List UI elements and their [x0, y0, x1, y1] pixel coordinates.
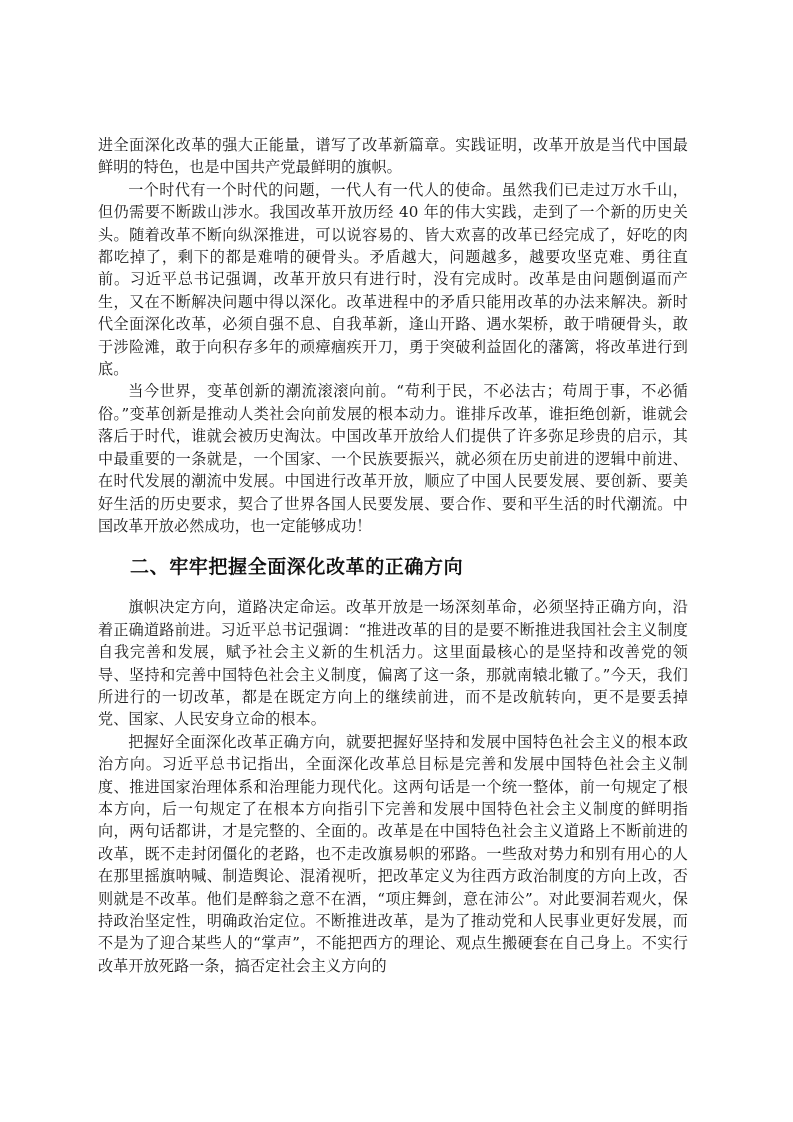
- section-before: [98, 134, 688, 537]
- document-page: [98, 134, 688, 977]
- paragraph-continuation: 进全面深化改革的强大正能量，谱写了改革新篇章。实践证明，改革开放是当代中国最鲜明的特色，也是中国共产党最鲜明的旗帜。: [98, 136, 688, 177]
- section-after: [98, 596, 688, 977]
- paragraph-world-reform: 当今世界，变革创新的潮流滚滚向前。“苟利于民，不必法古；苟周于事，不必循俗。”变革创新是推动人类社会向前发展的根本动力。谁排斥改革，谁拒绝创新，谁就会落后于时代，谁就会被历史淘汰。中国改革开放给人们提供了许多弥足珍贵的启示，其中最重要的一条就是，一个国家、一个民族要振兴，就必须在历史前进的逻辑中前进、在时代发展的潮流中发展。中国进行改革开放，顺应了中国人民要发展、要创新、要美好生活的历史要求，契合了世界各国人民要发展、要合作、要和平生活的时代潮流。中国改革开放必然成功，也一定能够成功！: [98, 382, 688, 535]
- section-heading: 二、牢牢把握全面深化改革的正确方向: [130, 556, 464, 579]
- paragraph-era-problems: 一个时代有一个时代的问题，一代人有一代人的使命。虽然我们已走过万水千山，但仍需要不断跋山涉水。我国改革开放历经 40 年的伟大实践，走到了一个新的历史关头。随着改革不断向纵深推进，可以说容易的、皆大欢喜的改革已经完成了，好吃的肉都吃掉了，剩下的都是难啃的硬骨头。矛盾越大，问题越多，越要攻坚克难、勇往直前。习近平总书记强调，改革开放只有进行时，没有完成时。改革是由问题倒逼而产生，又在不断解决问题中得以深化。改革进程中的矛盾只能用改革的办法来解决。新时代全面深化改革，必须自强不息、自我革新，逢山开路、遇水架桥，敢于啃硬骨头，敢于涉险滩，敢于向积存多年的顽瘴痼疾开刀，勇于突破利益固化的藩篱，将改革进行到底。: [98, 180, 688, 379]
- paragraph-political-direction: 把握好全面深化改革正确方向，就要把握好坚持和发展中国特色社会主义的根本政治方向。习近平总书记指出，全面深化改革总目标是完善和发展中国特色社会主义制度、推进国家治理体系和治理能力现代化。这两句话是一个统一整体，前一句规定了根本方向，后一句规定了在根本方向指引下完善和发展中国特色社会主义制度的鲜明指向，两句话都讲，才是完整的、全面的。改革是在中国特色社会主义道路上不断前进的改革，既不走封闭僵化的老路，也不走改旗易帜的邪路。一些敌对势力和别有用心的人在那里摇旗呐喊、制造舆论、混淆视听，把改革定义为往西方政治制度的方向上改，否则就是不改革。他们是醉翁之意不在酒，“项庄舞剑，意在沛公”。对此要洞若观火，保持政治坚定性，明确政治定位。不断推进改革，是为了推动党和人民事业更好发展，而不是为了迎合某些人的“掌声”，不能把西方的理论、观点生搬硬套在自己身上。不实行改革开放死路一条，搞否定社会主义方向的: [98, 732, 688, 975]
- paragraph-flag-direction: 旗帜决定方向，道路决定命运。改革开放是一场深刻革命，必须坚持正确方向，沿着正确道路前进。习近平总书记强调：“推进改革的目的是要不断推进我国社会主义制度自我完善和发展，赋予社会主义新的生机活力。这里面最核心的是坚持和改善党的领导、坚持和完善中国特色社会主义制度，偏离了这一条，那就南辕北辙了。”今天，我们所进行的一切改革，都是在既定方向上的继续前进，而不是改航转向，更不是要丢掉党、国家、人民安身立命的根本。: [98, 598, 688, 729]
